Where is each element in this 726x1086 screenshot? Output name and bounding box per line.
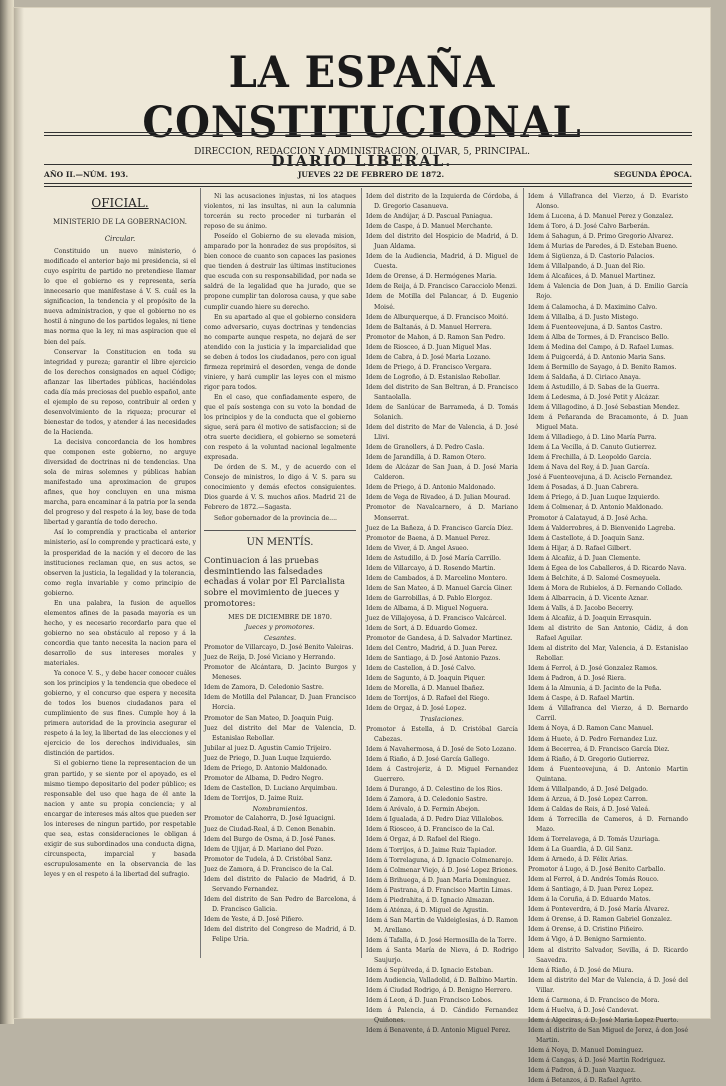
list-item: Idem del distrito de Palacio de Madrid, á D. Servando Fernandez. (204, 875, 356, 893)
list-item: Idem á Egea de los Caballeros, á D. Ricardo Nava. (528, 564, 687, 572)
list-item: Idem á Arnedo, á D. Félix Arias. (528, 856, 628, 864)
list-item: Idem á Sahagun, á D. Primo Gregorio Alvarez. (528, 233, 674, 241)
list-item: Idem á Orense, á D. Ramon Gabriel Gonzalez. (528, 916, 672, 924)
list-item: Idem á Padron, á D. Juan Vazquez. (528, 1067, 636, 1075)
list-item: Idem á Vigo, á D. Benigno Sarmiento. (528, 936, 647, 944)
list-item: Promotor á Calatayud, á D. José Acha. (528, 514, 648, 522)
list-item: Idem de la Audiencia, Madrid, á D. Miguel de Cuesta. (366, 253, 518, 271)
article-paragraph: En su apartado al que el gobierno considera como adversario, cuyas doctrinas y tendencias no comparte aunque respeta, no dejará de ser atendido con la justicia y la imparcialidad que se deben á todos los ciudadanos, pero con igual firmeza reprimirá el desorden, venga de donde viniere, y hará cumplir las leyes con el mismo rigor para todos. (204, 313, 356, 391)
list-item: Idem á Fuenteovejuna, á D. Santos Castro. (528, 323, 663, 331)
list-item: Idem á Riosceo, á D. Francisco de la Cal. (366, 826, 495, 834)
list-item: Idem á Betanzos, á D. Rafael Agrito. (528, 1077, 642, 1085)
list-item: Idem de Santiago, á D. José Antonio Pazos. (366, 655, 501, 663)
newspaper-subtitle: DIARIO LIBERAL. (271, 152, 453, 170)
list-item: Idem de Priego, á D. Antonio Maldonado. (366, 484, 496, 492)
mentis-heading: UN MENTÍS. (204, 530, 356, 551)
list-item: Idem de San Mateo, á D. Manuel García Giner. (366, 584, 513, 592)
list-item: Idem á Arévalo, á D. Fermin Abejon. (366, 806, 480, 814)
issue-date: JUEVES 22 DE FEBRERO DE 1872. (297, 170, 445, 179)
list-item: Idem á Ledesma, á D. José Petit y Alcázar. (528, 393, 660, 401)
list-item: Idem á Villafranca del Vierzo, á D. Bernardo Carril. (528, 705, 688, 723)
appointment-list (204, 643, 356, 804)
list-item: Idem á Santa María de Nieva, á D. Rodrigo Saujurjo. (366, 946, 518, 965)
list-item: Promotor de Alcántara, D. Jacinto Burgos y Meneses. (204, 664, 356, 682)
list-item: Idem á Becerrea, á D. Francisco García Diez. (528, 745, 670, 753)
issue-line (44, 170, 692, 179)
list-item: Promotor á Estella, á D. Cristóbal García Cabezas. (366, 725, 518, 743)
column-divider-1 (200, 188, 201, 958)
subsection-heading: Jueces y promotores. (245, 623, 315, 632)
article-paragraph: En una palabra, la fusion de aquellos elementos afines de la pasada mayoría es un hecho, y es necesario recordarlo para que el gobierno no sea obstáculo al reposo y á la concordia que tanto necesita la nacion para el desarrollo de sus intereses morales y materiales. (44, 599, 196, 668)
header-rule-top (44, 132, 692, 133)
list-item: Idem de Vega de Rivadeo, á D. Julian Mourad. (366, 494, 511, 502)
list-item: Idem á Valencia de Don Juan, á D. Emilio García Rojo. (528, 283, 688, 301)
list-item: Idem de Viver, á D. Angel Asueo. (366, 544, 469, 552)
list-item: Idem á Lucena, á D. Manuel Perez y Gonzalez. (528, 213, 674, 221)
list-item: Idem de Sagunto, á D. Joaquin Piquer. (366, 675, 486, 683)
list-item: Promotor de Calahorra, D. José Iguacigni. (204, 815, 336, 823)
list-item: Idem á Medina del Campo, á D. Rafael Lumas. (528, 343, 674, 351)
list-item: Idem á Villadiego, á D. Lino María Parra. (528, 434, 657, 442)
list-item: Idem á Huelva, á D. José Candevat. (528, 1006, 639, 1014)
newspaper-title: LA ESPAÑA CONSTITUCIONAL (142, 48, 582, 148)
list-item: Idem de Granollers, á D. Pedro Casla. (366, 444, 485, 452)
list-item: Idem á Ferrol, á D. José Gonzalez Ramos. (528, 665, 658, 673)
list-item: Idem de Andújar, á D. Pascual Paniagua. (366, 213, 493, 221)
list-item: Idem á Hijar, á D. Rafael Gilbert. (528, 544, 632, 552)
list-item: Idem á Villalpando, á D. Juan del Rio. (528, 263, 645, 271)
list-item: Idem á Igualada, á D. Pedro Diaz Villalobos. (366, 816, 504, 824)
list-item: Idem de Caspe, á D. Manuel Merchante. (366, 223, 493, 231)
list-item: Idem á Albarracin, á D. Vicente Aznar. (528, 594, 649, 602)
article-paragraph: Así lo comprendía y practicaba el anterior ministerio, así lo comprende y practicará este, y la prosperidad de la nación y el decoro de las instituciones reclaman que, en sus actos, se observen la justicia, la legalidad y la tolerancia, como regla invariable y como principio de gobierno. (44, 529, 196, 597)
list-item: Idem á Arzua, á D. José Lopez Carron. (528, 795, 648, 803)
list-item: Idem á La Guardia, á D. Gil Sanz. (528, 846, 633, 854)
list-item: Idem de Logroño, á D. Estanislao Rebollar. (366, 373, 501, 381)
list-item: Idem á Posadas, á D. Juan Cabrera. (528, 484, 639, 492)
book-edge (0, 0, 14, 1024)
list-item: Idem del distrito del Hospicio de Madrid, á D. Juan Aldama. (366, 233, 518, 251)
list-item: Idem de Sanlúcar de Barrameda, á D. Tomás Solanich. (366, 403, 518, 422)
list-item: Idem de Castellon, á D. José Calvo. (366, 665, 476, 673)
list-item: Idem de Garrobillas, á D. Pablo Elorgoz. (366, 594, 493, 602)
list-item: Idem á Astudillo, á D. Sabas de la Guerra. (528, 383, 660, 391)
list-item: Idem á Leon, á D. Juan Francisco Lobos. (366, 997, 493, 1005)
list-item: Idem á Cangas, á D. José Martin Rodriguez. (528, 1057, 666, 1065)
header-rule-top-2 (44, 135, 692, 136)
list-item: Idem á Durango, á D. Celestino de los Rios. (366, 786, 503, 794)
list-item: Idem Audiencia, Valladolid, á D. Balbino Martin. (366, 977, 518, 985)
column-4 (528, 192, 688, 1086)
list-item: Idem á la Almunia, á D. Jacinto de la Peña. (528, 685, 662, 693)
list-item: Idem de Torrijos, á D. Rafael del Riego. (366, 695, 490, 703)
list-item: Idem del distrito de la Izquierda de Córdoba, á D. Gregorio Casanueva. (366, 193, 518, 211)
list-item: Idem al distrito del Mar de Valencia, á D. José del Villar. (528, 976, 688, 994)
issue-number: AÑO II.—NÚM. 193. (44, 170, 129, 179)
list-item: Idem á Orgaz, á D. Rafael del Riego. (366, 836, 481, 844)
appointment-list (366, 725, 518, 1036)
list-item: Idem de Priego, á D. Francisco Vergara. (366, 363, 492, 371)
list-item: Idem á Riaño, á D. José García Gallego. (366, 756, 490, 764)
list-item: Idem á Noya, D. Manuel Dominguez. (528, 1046, 644, 1054)
list-item: Idem á Carmona, á D. Francisco de Mora. (528, 996, 660, 1004)
list-item: Idem á Belchite, á D. Salomé Cosmeyuela. (528, 574, 661, 582)
list-item: Idem á Ponteverdra, á D. José María Álvarez. (528, 906, 670, 914)
list-item: Idem al distrito de San Miguel de Jerez, á don José Martin. (528, 1026, 688, 1044)
article-paragraph: Ya conoce V. S., y debe hacer conocer cuáles son los principios y la tendencia que obedece el gobierno, y el concurso que espera y necesita de todos los buenos ciudadanos para el cumplimiento de sus fines. Cumple hoy á la primera autoridad de la provincia asegurar el respeto á la ley, la libertad de las elecciones y el ejercicio de los derechos individuales, sin distinción de partidos. (44, 670, 196, 758)
list-item: Idem de Yeste, á D. José Piñero. (204, 915, 304, 923)
list-item: Idem á Caldas de Reis, á D. José Valeá. (528, 805, 650, 813)
list-item: Idem á Sigüenza, á D. Castorio Palacios. (528, 253, 655, 261)
list-item: Idem á Murias de Paredes, á D. Esteban Bueno. (528, 243, 678, 251)
list-item: Idem á Torrijos, á D. Jaime Ruiz Tapiador. (366, 846, 497, 854)
list-item: Idem al distrito del Mar, Valencia, á D. Estanislao Rebollar. (528, 645, 688, 663)
list-item: Idem á Villalba, á D. Justo Mistego. (528, 313, 639, 321)
list-item: Idem á Piedrahita, á D. Ignacio Almazan. (366, 896, 495, 904)
list-item: Idem á Riaño, á D. José de Miura. (528, 966, 634, 974)
newspaper-page (14, 8, 710, 1085)
appointment-list (366, 192, 518, 714)
signature-line: Señor gobernador de la provincia de.... (214, 514, 338, 522)
list-item: Idem á Castrojeriz, á D. Miguel Fernandez Guerrero. (366, 766, 518, 784)
list-item: Idem de Priego, D. Antonio Maldonado. (204, 764, 328, 772)
list-item: Promotor de Gandesa, á D. Salvador Martinez. (366, 635, 513, 643)
article-paragraph: Ni las acusaciones injustas, ni los ataques violentos, ni las insultas, ni aun la calumnia torcerán su recto proceder ni turbarán el reposo de su ánimo. (204, 193, 356, 231)
list-item: Idem á Caspe, á D. Rafael Martin. (528, 695, 635, 703)
list-item: Promotor de Baena, á D. Manuel Perez. (366, 534, 490, 542)
header-rule-mid (44, 164, 692, 165)
list-item: Idem á Torrelaguna, á D. Ignacio Colmenarejo. (366, 856, 514, 864)
list-item: Idem á Priego, á D. Juan Luque Izquierdo. (528, 494, 660, 502)
appointment-list (528, 192, 688, 1086)
list-item: Idem á Colmenar, á D. Antonio Maldonado. (528, 504, 663, 512)
list-item: Idem de Villarcayo, á D. Rosendo Martin. (366, 564, 496, 572)
list-item: Promotor de Mahon, á D. Ramon San Pedro. (366, 333, 506, 341)
list-item: Idem á Huete, á D. Pedro Fernandez Luz. (528, 735, 658, 743)
subsection-heading: Cesantes. (263, 633, 297, 642)
list-item: Idem á Benavente, á D. Antonio Miguel Perez. (366, 1027, 511, 1035)
list-item: Idem á Castellote, á D. Joaquin Sanz. (528, 534, 645, 542)
list-item: Idem al Ferrol, á D. Andrés Tomás Rouco. (528, 876, 659, 884)
list-item: Idem á Noya, á D. Ramon Canc Manuel. (528, 725, 654, 733)
list-item: Promotor de Villarcayo, D. José Benito Valeiras. (204, 644, 354, 652)
column-3 (366, 192, 518, 1036)
list-item: Idem á Fuenteovejuna, á D. Antonio Martin Quintana. (528, 765, 688, 783)
column-divider-2 (361, 188, 362, 958)
list-item: Juez de La Bañeza, á D. Francisco García Díez. (366, 524, 514, 532)
list-item: Idem á Bermillo de Sayago, á D. Benito Ramos. (528, 363, 677, 371)
month-heading: MES DE DICIEMBRE DE 1870. (228, 612, 332, 621)
issue-epoch: SEGUNDA ÉPOCA. (613, 170, 692, 179)
list-item: Idem de Alburquerque, á D. Francisco Moitó. (366, 313, 509, 321)
list-item: Idem de Motilla del Palancar, á D. Eugenio Moisé. (366, 293, 518, 311)
list-item: Idem á Peñaranda de Bracamonte, á D. Juan Miguel Mata. (528, 414, 688, 432)
list-item: Idem de Orgaz, á D. José Lopez. (366, 705, 467, 713)
column-1 (44, 192, 196, 880)
list-item: Idem de Motilla del Palancar, D. Juan Francisco Horcia. (204, 694, 356, 712)
list-item: Idem á Algeciras, á D. José Maria Lopez Puerto. (528, 1016, 679, 1024)
list-item: Idem de Sort, á D. Eduardo Gomez. (366, 625, 478, 633)
list-item: Idem á La Vecilla, á D. Canuto Gutierrez. (528, 444, 657, 452)
list-item: Idem á Sepúlveda, á D. Ignacio Esteban. (366, 967, 494, 975)
list-item: Idem del distrito del Congreso de Madrid, á D. Felipe Uria. (204, 925, 356, 944)
list-item: Idem á Tafalla, á D. José Hermosilla de la Torre. (366, 936, 517, 944)
list-item: Idem de Torrijos, D. Jaime Ruiz. (204, 794, 304, 802)
list-item: Idem de Castellon, D. Luciano Arquimbau. (204, 784, 338, 792)
list-item: Juez de Zamora, á D. Francisco de la Cal. (204, 865, 334, 873)
article-paragraph: Conservar la Constitucion en toda su integridad y pureza; garantir el libre ejercicio de los derechos consignados en aquel Código; afianzar las libertades públicas, haciéndolas cada día más preciosas del pueblo español, ante el ejemplo de su reposo, contribuir al orden y desenvolvimiento de la riqueza; procurar el bienestar de todos, y atender á las necesidades de la Hacienda. (44, 348, 196, 436)
list-item: Idem de Orense, á D. Hermógenes Maria. (366, 273, 497, 281)
list-item: Idem á Valls, á D. Jacobo Becerry. (528, 604, 634, 612)
header-rule-bottom (44, 183, 692, 184)
list-item: Idem á Alba de Tormes, á D. Francisco Bello. (528, 333, 669, 341)
list-item: Idem de Cambados, á D. Marcelino Montero. (366, 574, 508, 582)
article-paragraph: La decisiva concordancia de los hombres que componen este gobierno, no arguye diversidad de doctrinas ni de tendencias. Una sola de miras solemnes y públicas habían manifestado una aproximacion de grupos afines, que hoy concluyen en una misma marcha, para encaminar á la patria por la senda del progreso y del respeto á la ley, base de toda libertad y garantía de todo derecho. (44, 438, 196, 527)
header-rule-bottom-2 (44, 186, 692, 187)
list-item: Idem á Mora de Rubielos, á D. Fernando Collado. (528, 584, 683, 592)
list-item: Idem á Navahermosa, á D. José de Soto Lozano. (366, 746, 517, 754)
list-item: Idem á Colmenar Viejo, á D. José Lopez Briones. (366, 866, 518, 874)
list-item: Idem á Pastrana, á D. Francisco Martin Limas. (366, 886, 513, 894)
list-item: Idem á Brihuega, á D. Juan Maria Dominguez. (366, 876, 511, 884)
list-item: Idem á Villalpando, á D. José Delgado. (528, 785, 648, 793)
circular-heading: Circular. (104, 234, 136, 243)
list-item: Idem á Riaño, á D. Gregorio Gutierrez. (528, 755, 650, 763)
article-paragraph: De órden de S. M., y de acuerdo con el Consejo de ministros, lo digo á V. S. para su conocimiento y demás efectos consiguientes. Dios guarde á V. S. muchos años. Madrid 21 de Febrero de 1872.—Sagasta. (204, 464, 356, 512)
list-item: Promotor á Lugo, á D. José Benito Carballo. (528, 866, 666, 874)
list-item: Idem á Puigcerdá, á D. Antonio Maria Sans. (528, 353, 666, 361)
list-item: Idem del distrito de San Pedro de Barcelona, á D. Francisco Galicia. (204, 895, 356, 913)
list-item: Idem á Villagodino, á D. José Sebastian Mendez. (528, 403, 680, 411)
list-item: Promotor de Navalcarnero, á D. Mariano Monserrat. (366, 504, 518, 522)
list-item: José á Fuenteovejuna, á D. Acisclo Fernandez. (528, 474, 673, 482)
list-item: Idem á Valderrobres, á D. Bienvenido Lagreba. (528, 524, 676, 532)
list-item: Juez de Priego, D. Juan Luque Izquierdo. (204, 754, 332, 762)
list-item: Idem á Santiago, á D. Juan Perez Lopez. (528, 886, 654, 894)
list-item: Idem á la Coruña, á D. Eduardo Matos. (528, 896, 651, 904)
list-item: Idem á Zamora, á D. Celedonio Sastre. (366, 796, 488, 804)
list-item: Idem del Burgo de Osma, á D. José Panes. (204, 835, 336, 843)
list-item: Juez de Reija, D. José Viciano y Herrando. (204, 654, 336, 662)
list-item: Idem al distrito de San Antonio, Cádiz, á don Rafael Aguilar. (528, 625, 688, 643)
list-item: Idem á Alcañiz, á D. Joaquin Errasquin. (528, 614, 652, 622)
list-item: Idem de Reija, á D. Francisco Caracciolo Menzi. (366, 283, 517, 291)
appointment-list (204, 814, 356, 945)
column-divider-3 (523, 188, 524, 958)
article-paragraph: Si el gobierno tiene la representacion de un gran partido, y se siente por el apoyado, es el mismo tiempo depositario del poder público; es responsable del uso que haga de él ante la nacion y ante su propia conciencia; y al encargar de intereses más altos que pueden ser los intereses de ningun partido, por respetable que sea, estas consideraciones le obligan á exigir de sus subordinados una conducta digna, circunspecta, imparcial y basada escrupulosamente en la observancia de las leyes y en el respeto á la libertad del sufragio. (44, 760, 196, 878)
list-item: Idem á Saldaña, á D. Ciriaco Anaya. (528, 373, 641, 381)
list-item: Idem al distrito Salvador, Sevilla, á D. Ricardo Saavedra. (528, 946, 688, 964)
list-item: Idem de Baltanás, á D. Manuel Herrera. (366, 323, 492, 331)
list-item: Idem á Nava del Rey, á D. Juan García. (528, 464, 650, 472)
list-item: Idem á Padron, á D. José Riera. (528, 675, 626, 683)
list-item: Idem á Frechilla, á D. Leopoldo Garcia. (528, 454, 652, 462)
list-item: Idem de Ujijar, á D. Mariano del Pozo. (204, 845, 324, 853)
list-item: Promotor de Tudela, á D. Cristóbal Sanz. (204, 855, 333, 863)
list-item: Idem del Centro, Madrid, á D. Juan Perez. (366, 645, 498, 653)
article-paragraph: En el caso, que confiadamente espero, de que el país sostenga con su voto la bondad de los principios y de la conducta que el gobierno sigue, será para él motivo de satisfaccion; si de otra suerte decidiera, el gobierno se someterá con respeto á la voluntad nacional legalmente expresada. (204, 393, 356, 462)
list-item: Idem á Ciudad Rodrigo, á D. Benigno Herrero. (366, 987, 513, 995)
list-item: Juez de Villajoyosa, á D. Francisco Valcárcel. (366, 614, 507, 622)
list-item: Juez de Ciudad-Real, á D. Cenon Benabin. (204, 825, 336, 833)
list-item: Idem á Toro, á D. José Calvo Barberán. (528, 223, 650, 231)
list-item: Idem á Torrelavega, á D. Tomás Uzuriaga. (528, 836, 661, 843)
list-item: Idem á Calamocha, á D. Maximino Calvo. (528, 303, 658, 311)
list-item: Idem del distrito de Mar de Valencia, á D. José Llivi. (366, 424, 518, 442)
list-item: Idem á Orense, á D. Cristino Piñeiro. (528, 926, 644, 934)
section-heading-oficial: OFICIAL. (91, 196, 149, 210)
mentis-intro: Continuacion á las pruebas desmintiendo las falsedades echadas á volar por El Parcialista sobre el movimiento de jueces y promotores: (204, 554, 345, 608)
list-item: Idem á Alcañices, á D. Manuel Martinez. (528, 273, 656, 281)
list-item: Idem á Villafranca del Vierzo, á D. Evaristo Alonso. (528, 193, 688, 211)
list-item: Idem á San Martin de Valdeiglesias, á D. Ramon M. Arellano. (366, 916, 518, 934)
list-item: Idem á Aténza, á D. Miguel de Agustin. (366, 906, 489, 914)
list-item: Jubilar al juez D. Agustin Camio Trijeiro. (204, 744, 332, 752)
list-item: Idem de Morella, á D. Manuel Ibañez. (366, 685, 485, 693)
list-item: Idem de Zamora, D. Celedonio Sastre. (204, 684, 324, 692)
list-item: Juez del distrito del Mar de Valencia, D. Estanislao Rebollar. (204, 724, 356, 742)
column-2 (204, 192, 356, 945)
list-item: Idem de Alcázar de San Juan, á D. José Maria Calderon. (366, 464, 518, 482)
list-item: Idem de Riosceo, á D. Juan Miguel Mas. (366, 343, 492, 351)
list-item: Idem de Albama, á D. Miguel Noguera. (366, 604, 489, 612)
subsection-heading: Nombramientos. (252, 804, 308, 813)
list-item: Promotor de San Mateo, D. Joaquin Puig. (204, 714, 334, 722)
list-item: Idem á Torrecilla de Cameros, á D. Fernando Mazo. (528, 815, 688, 833)
list-item: Idem del distrito de San Beltran, á D. Francisco Santaolalla. (366, 383, 518, 401)
list-item: Idem de Cabra, á D. José Maria Lozano. (366, 353, 491, 361)
article-paragraph: Constituido un nuevo ministerio, ó modificado el anterior bajo mi presidencia, si el cuyo espíritu de partido no pretendiese llamar lo que el gobierno es y representa, sería innecesario que manifestase á V. S. cuál es la significacion, la tendencia y el propósito de la nueva administracion, y que el gobierno no es hostil á ninguno de los partidos legales, ni tiene mas norma que la ley, ni mas aspiracion que el bien del país. (44, 248, 196, 346)
ministry-heading: MINISTERIO DE LA GOBERNACION. (52, 218, 188, 227)
subsection-heading: Traslaciones. (420, 715, 464, 724)
list-item: Idem de Jarandilla, á D. Ramon Otero. (366, 454, 486, 462)
list-item: Idem á Alcañiz, á D. Juan Clemente. (528, 554, 641, 562)
list-item: Promotor de Albama, D. Pedro Negro. (204, 774, 324, 782)
address-line: DIRECCION, REDACCION Y ADMINISTRACION, OLIVAR, 5, PRINCIPAL. (194, 147, 530, 157)
article-paragraph: Poseído el Gobierno de su elevada mision, amparado por la honradez de sus propósitos, si bien conoce de cuanto son capaces las pasiones que tienden á destruir las últimas instituciones que escuda con su responsabilidad, por nada se saldrá de la legalidad que ha jurado, que se propone cumplir tan dolorosa causa, y que sabe cumplir cuando hiere su derecho. (204, 233, 356, 311)
list-item: Idem á Palencia, á D. Cándido Fernandez Quiñones. (366, 1007, 518, 1025)
list-item: Idem de Astudillo, á D. José María Carrillo. (366, 554, 501, 562)
